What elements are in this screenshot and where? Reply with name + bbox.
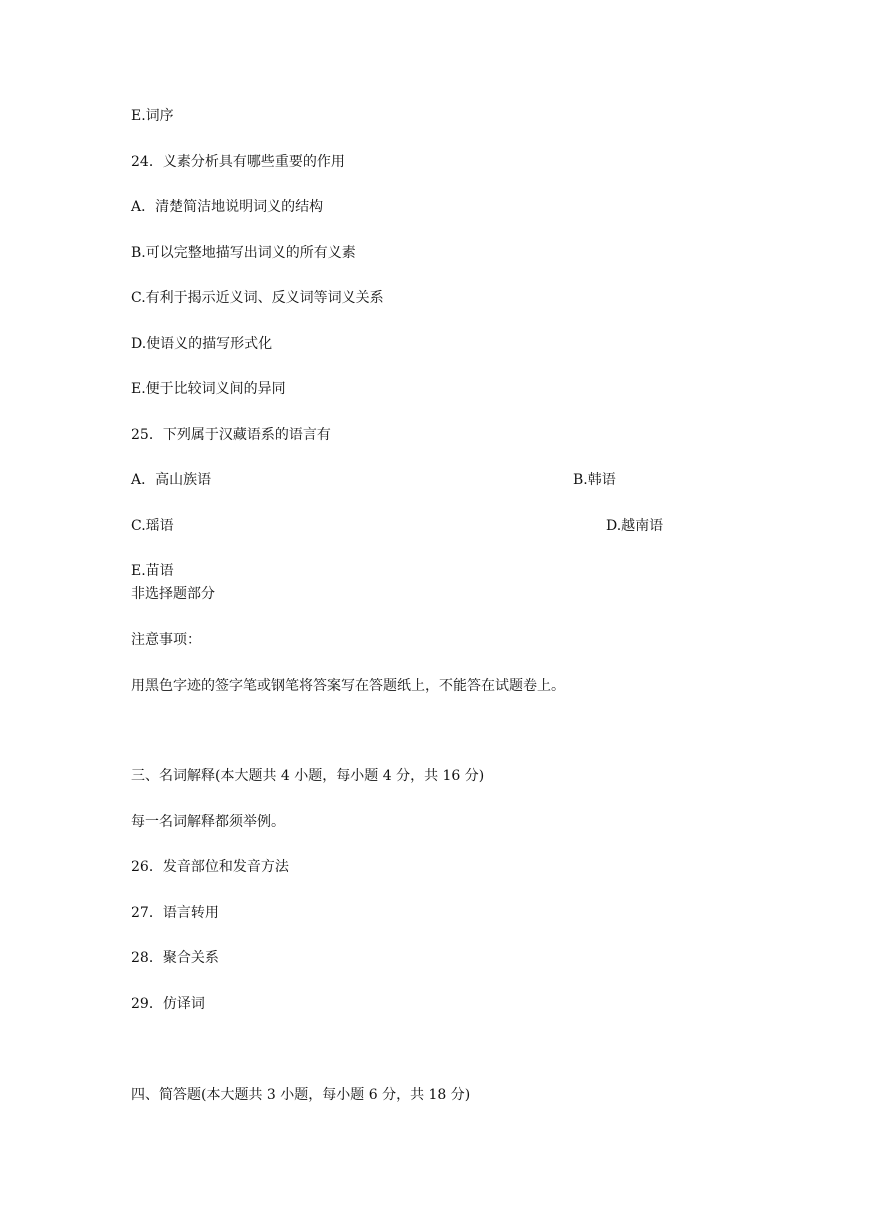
question-24-option-d: D.使语义的描写形式化 [131,336,273,352]
question-25-option-d: D.越南语 [606,518,664,534]
notice-text: 用黑色字迹的签字笔或钢笔将答案写在答题纸上，不能答在试题卷上。 [131,678,565,694]
nonchoice-section-title: 非选择题部分 [131,586,215,602]
question-24-option-c: C.有利于揭示近义词、反义词等词义关系 [131,290,384,306]
question-25: 25．下列属于汉藏语系的语言有 [131,427,331,443]
question-25-option-c: C.瑶语 [131,518,174,534]
question-26: 26．发音部位和发音方法 [131,859,289,875]
question-27: 27．语言转用 [131,905,219,921]
question-25-option-b: B.韩语 [573,472,616,488]
question-28: 28．聚合关系 [131,950,219,966]
section-3-note: 每一名词解释都须举例。 [131,814,285,830]
section-4-title: 四、简答题(本大题共 3 小题，每小题 6 分，共 18 分) [131,1087,471,1103]
option-e-word-order: E.词序 [131,108,174,124]
question-25-option-a: A．高山族语 [131,472,212,488]
question-24-option-e: E.便于比较词义间的异同 [131,381,286,397]
notice-title: 注意事项： [131,632,201,648]
question-25-option-e: E.苗语 [131,563,174,579]
question-24: 24．义素分析具有哪些重要的作用 [131,154,345,170]
question-24-option-a: A．清楚简洁地说明词义的结构 [131,199,324,215]
question-29: 29．仿译词 [131,996,205,1012]
section-3-title: 三、名词解释(本大题共 4 小题，每小题 4 分，共 16 分) [131,768,485,784]
question-24-option-b: B.可以完整地描写出词义的所有义素 [131,245,356,261]
